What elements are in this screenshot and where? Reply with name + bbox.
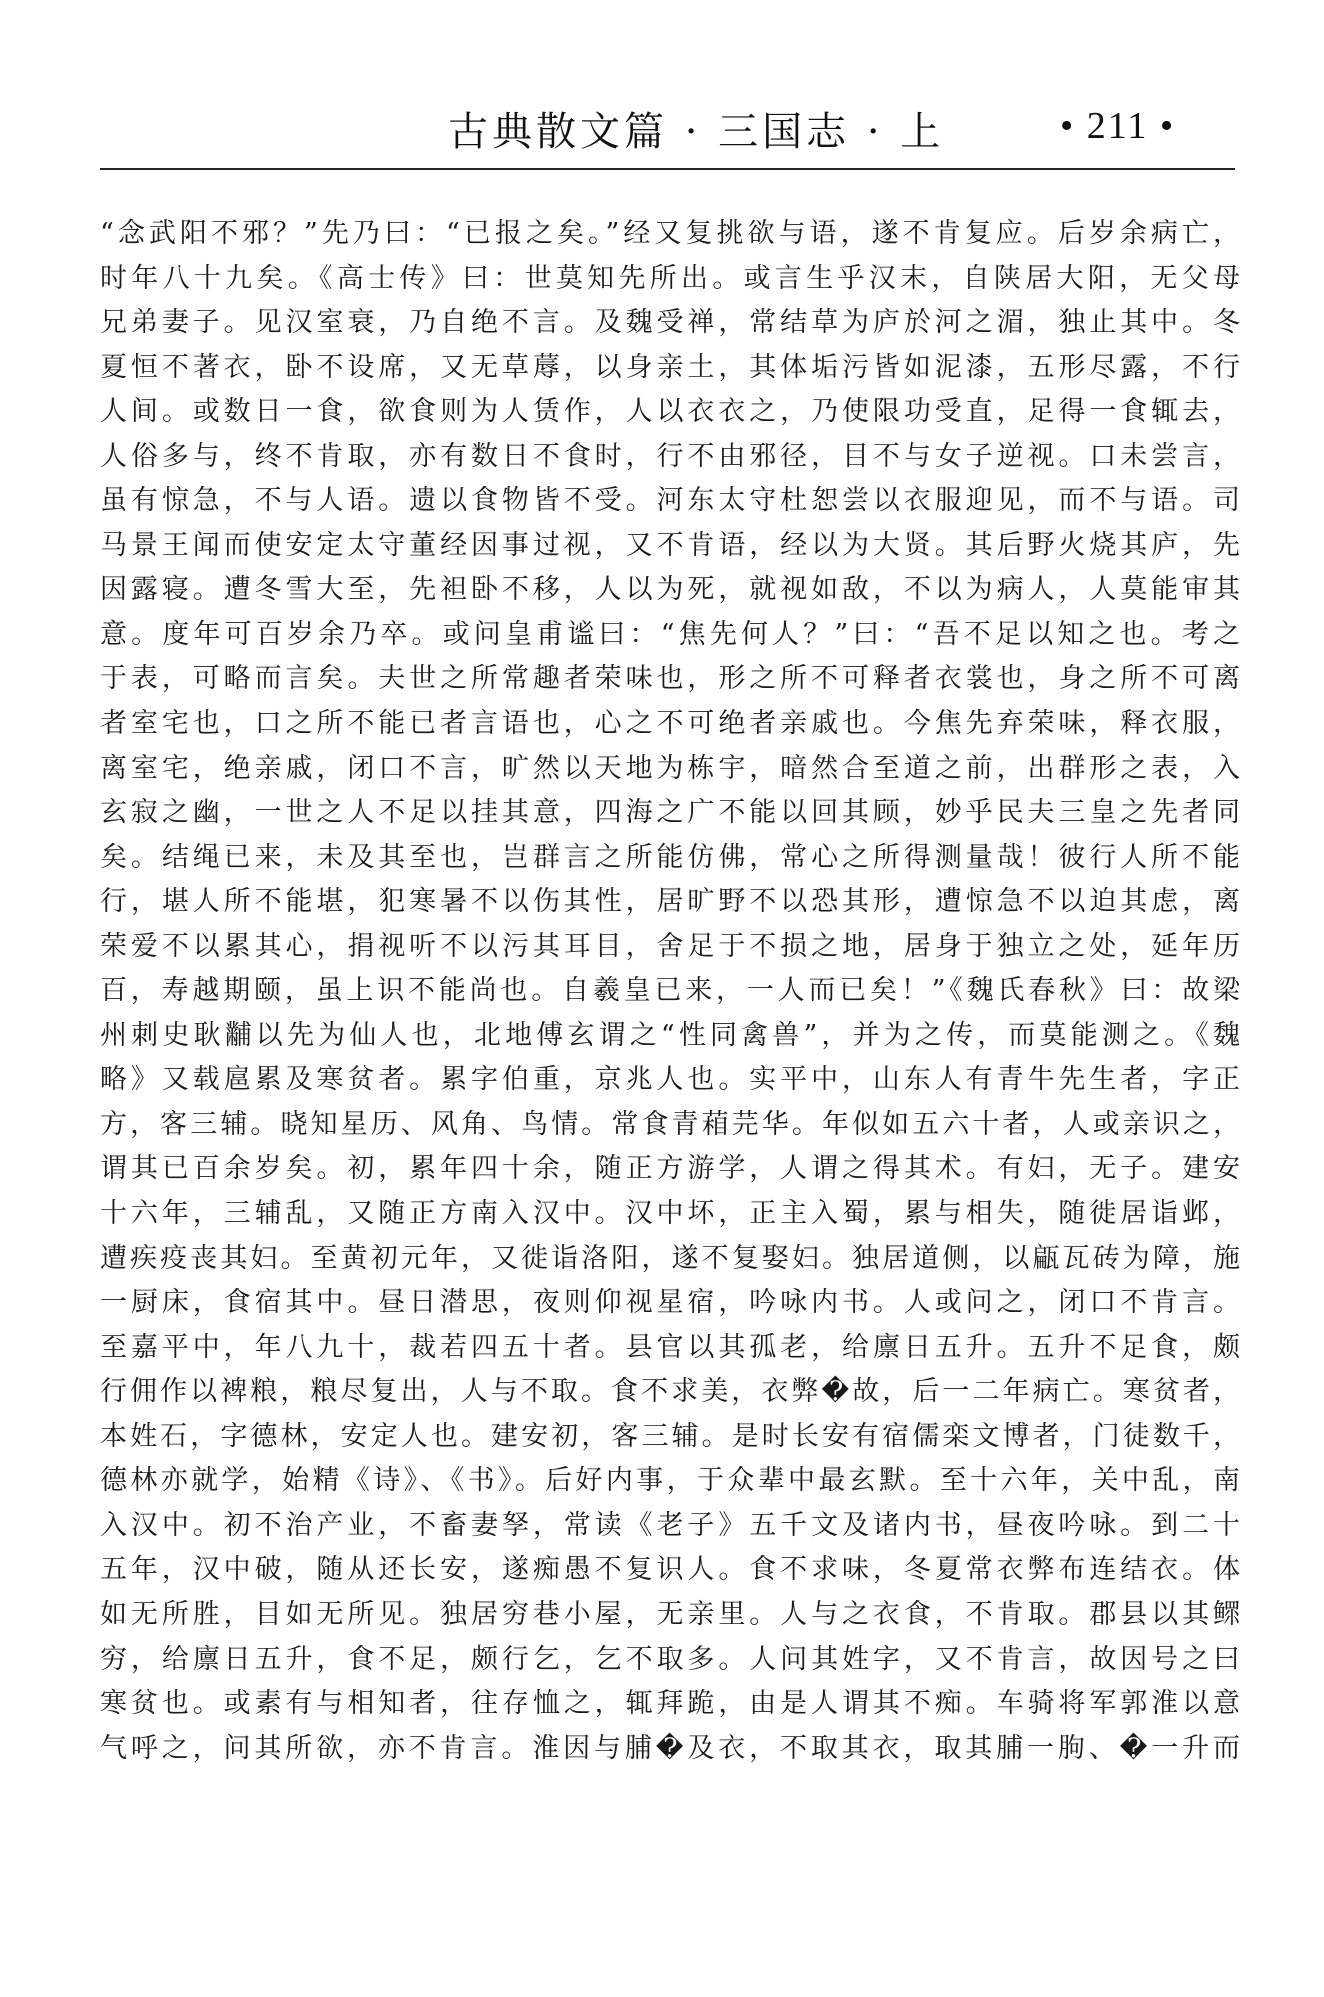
- text-line: 马景王闻而使安定太守董经因事过视，又不肯语，经以为大贤。其后野火烧其庐，先: [100, 529, 1240, 561]
- text-line: 矣。结绳已来，未及其至也，岂群言之所能仿佛，常心之所得测量哉！彼行人所不能: [100, 841, 1240, 873]
- text-line: 入汉中。初不治产业，不畜妻孥，常读《老子》五千文及诸内书，昼夜吟咏。到二十: [100, 1509, 1240, 1541]
- page-number: • 211 •: [1060, 105, 1176, 147]
- text-line: 行佣作以裨粮，粮尽复出，人与不取。食不求美，衣弊�故，后一二年病亡。寒贫者，: [100, 1376, 1240, 1408]
- body-text: [100, 212, 1240, 1771]
- text-line: 本姓石，字德林，安定人也。建安初，客三辅。是时长安有宿儒栾文博者，门徒数千，: [100, 1420, 1240, 1452]
- text-line: 人俗多与，终不肯取，亦有数日不食时，行不由邪径，目不与女子逆视。口未尝言，: [100, 440, 1240, 472]
- text-line: 至嘉平中，年八九十，裁若四五十者。县官以其孤老，给廪日五升。五升不足食，颇: [100, 1331, 1240, 1363]
- text-line: 行，堪人所不能堪，犯寒暑不以伤其性，居旷野不以恐其形，遭惊急不以迫其虑，离: [100, 886, 1240, 918]
- text-line: 离室宅，绝亲戚，闭口不言，旷然以天地为栋宇，暗然合至道之前，出群形之表，入: [100, 752, 1240, 784]
- header-divider: [100, 168, 1235, 170]
- text-line: 穷，给廪日五升，食不足，颇行乞，乞不取多。人问其姓字，又不肯言，故因号之曰: [100, 1643, 1240, 1675]
- text-line: “念武阳不邪？”先乃曰：“已报之矣。”经又复挑欲与语，遂不肯复应。后岁余病亡，: [100, 218, 1240, 249]
- text-line: 遭疾疫丧其妇。至黄初元年，又徙诣洛阳，遂不复娶妇。独居道侧，以甂瓦砖为障，施: [100, 1242, 1240, 1274]
- text-line: 因露寝。遭冬雪大至，先袒卧不移，人以为死，就视如敌，不以为病人，人莫能审其: [100, 574, 1240, 606]
- text-line: 意。度年可百岁余乃卒。或问皇甫谧曰：“焦先何人？”曰：“吾不足以知之也。考之: [100, 618, 1240, 650]
- text-line: 州刺史耿黼以先为仙人也，北地傅玄谓之“性同禽兽”，并为之传，而莫能测之。《魏: [100, 1019, 1240, 1051]
- text-line: 德林亦就学，始精《诗》、《书》。后好内事，于众辈中最玄默。至十六年，关中乱，南: [100, 1465, 1240, 1497]
- text-line: 荣爱不以累其心，捐视听不以污其耳目，舍足于不损之地，居身于独立之处，延年历: [100, 930, 1240, 962]
- text-line: 五年，汉中破，随从还长安，遂痴愚不复识人。食不求味，冬夏常衣弊布连结衣。体: [100, 1554, 1240, 1586]
- text-line: 于表，可略而言矣。夫世之所常趣者荣味也，形之所不可释者衣裳也，身之所不可离: [100, 663, 1240, 695]
- text-line: 如无所胜，目如无所见。独居穷巷小屋，无亲里。人与之衣食，不肯取。郡县以其鳏: [100, 1598, 1240, 1630]
- text-line: 谓其已百余岁矣。初，累年四十余，随正方游学，人谓之得其术。有妇，无子。建安: [100, 1153, 1240, 1185]
- text-line: 十六年，三辅乱，又随正方南入汉中。汉中坏，正主入蜀，累与相失，随徙居诣邺，: [100, 1198, 1240, 1230]
- text-line: 兄弟妻子。见汉室衰，乃自绝不言。及魏受禅，常结草为庐於河之湄，独止其中。冬: [100, 307, 1240, 339]
- text-line: 略》又载扈累及寒贫者。累字伯重，京兆人也。实平中，山东人有青牛先生者，字正: [100, 1064, 1240, 1096]
- text-line: 时年八十九矣。《高士传》曰：世莫知先所出。或言生乎汉末，自陕居大阳，无父母: [100, 262, 1240, 294]
- text-line: 虽有惊急，不与人语。遗以食物皆不受。河东太守杜恕尝以衣服迎见，而不与语。司: [100, 485, 1240, 517]
- text-line: 者室宅也，口之所不能已者言语也，心之不可绝者亲戚也。今焦先弃荣味，释衣服，: [100, 708, 1240, 740]
- text-line: 人间。或数日一食，欲食则为人赁作，人以衣衣之，乃使限功受直，足得一食辄去，: [100, 396, 1240, 428]
- text-line: 夏恒不著衣，卧不设席，又无草蓐，以身亲土，其体垢污皆如泥漆，五形尽露，不行: [100, 351, 1240, 383]
- text-line: 百，寿越期颐，虽上识不能尚也。自羲皇已来，一人而已矣！”《魏氏春秋》曰：故梁: [100, 975, 1240, 1007]
- text-line: 寒贫也。或素有与相知者，往存恤之，辄拜跪，由是人谓其不痴。车骑将军郭淮以意: [100, 1688, 1240, 1720]
- text-line: 玄寂之幽，一世之人不足以挂其意，四海之广不能以回其顾，妙乎民夫三皇之先者同: [100, 797, 1240, 829]
- text-line: 气呼之，问其所欲，亦不肯言。淮因与脯�及衣，不取其衣，取其脯一朐、�一升而: [100, 1732, 1240, 1764]
- text-line: 一厨床，食宿其中。昼日潜思，夜则仰视星宿，吟咏内书。人或问之，闭口不肯言。: [100, 1287, 1240, 1319]
- text-line: 方，客三辅。晓知星历、风角、鸟情。常食青葙芫华。年似如五六十者，人或亲识之，: [100, 1108, 1240, 1140]
- running-header-title: 古典散文篇 · 三国志 · 上: [448, 109, 945, 155]
